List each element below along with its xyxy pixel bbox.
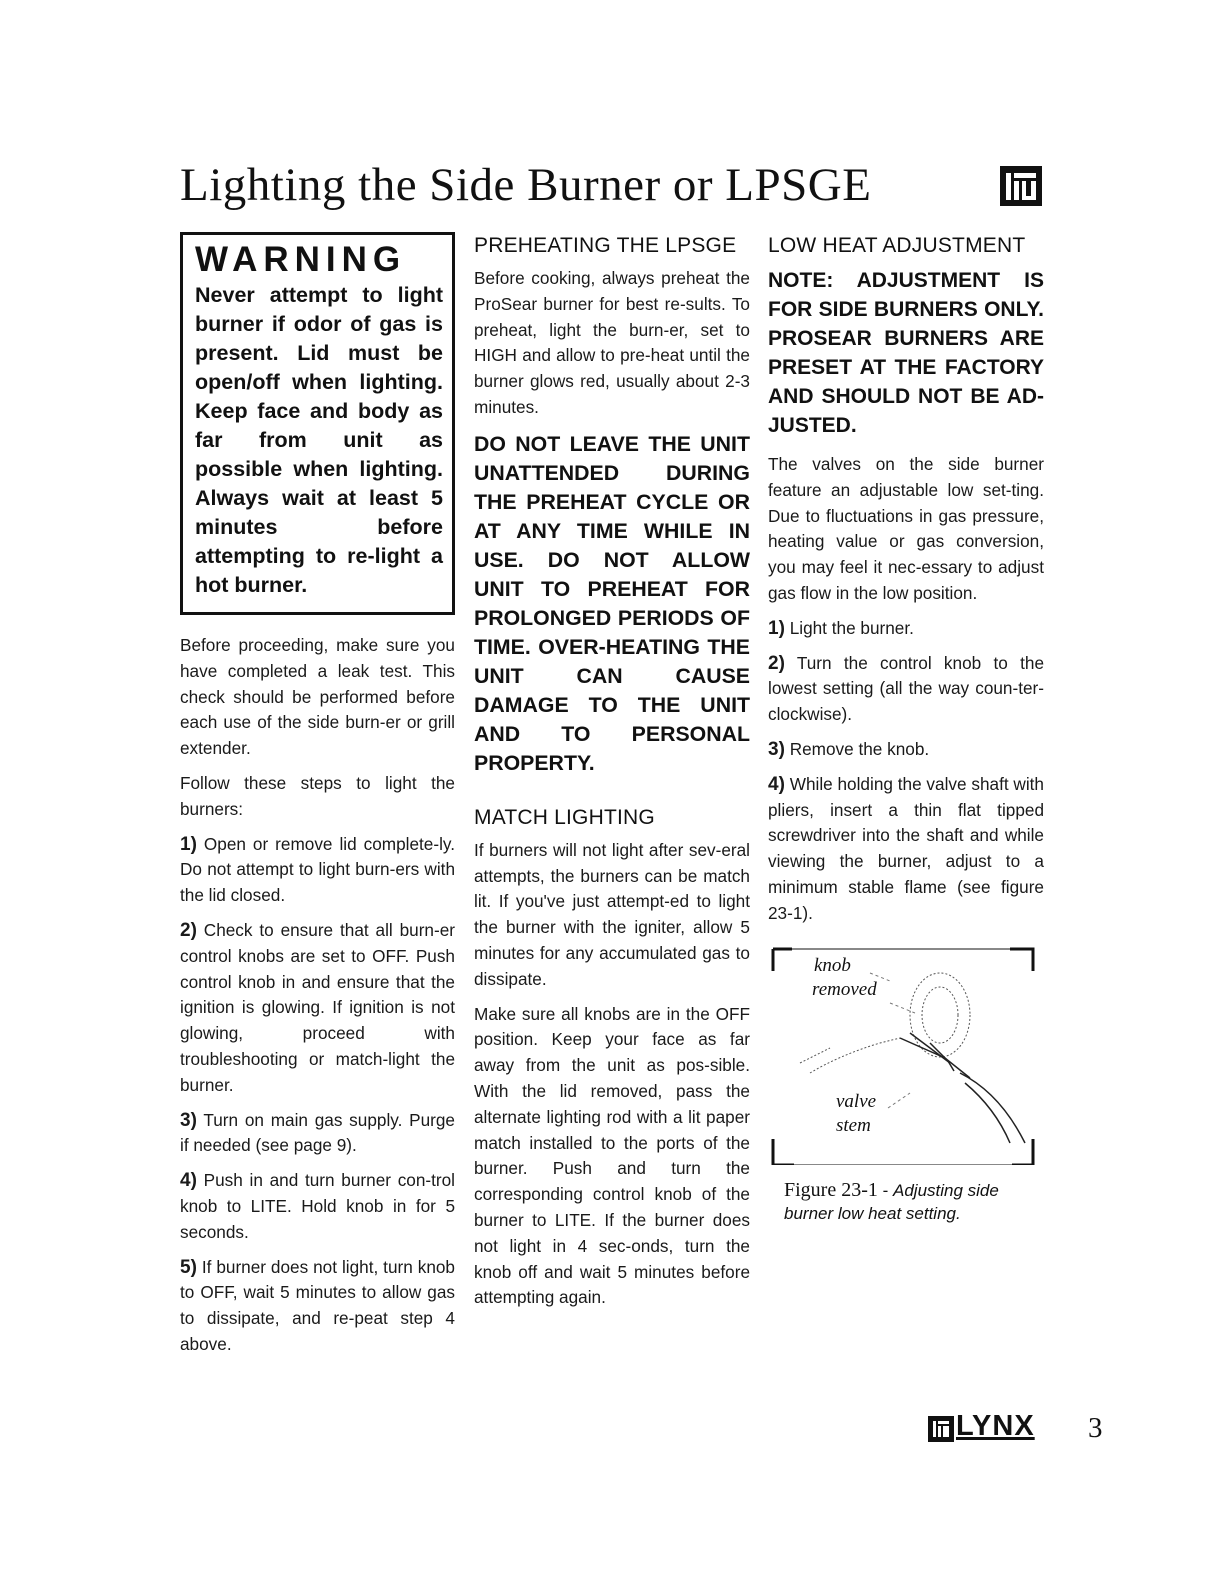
match-paragraph-2: Make sure all knobs are in the OFF position. Keep your face as far away from the unit as pos-sible. With the lid removed, pass the alternate lighting rod with a lit paper match installed to the ports of the burner. Push and turn the corresponding control knob of the burner to LITE. If the burner does not light in 4 sec-onds, turn the knob off and wait 5 minutes before attempting again. — [474, 1003, 750, 1308]
adjust-step — [768, 737, 1044, 763]
preheat-warning: DO NOT LEAVE THE UNIT UNATTENDED DURING THE PREHEAT CYCLE OR AT ANY TIME WHILE IN USE. DO NOT ALLOW UNIT TO PREHEAT FOR PROLONGED PERIODS OF TIME. OVER-HEATING THE UNIT CAN CAUSE DAMAGE TO THE UNIT AND TO PERSONAL PROPERTY. — [474, 431, 750, 775]
warning-title: WARNING — [195, 240, 407, 279]
lighting-step — [180, 1255, 455, 1358]
figure-caption — [784, 1179, 1044, 1225]
low-heat-heading: LOW HEAT ADJUSTMENT — [768, 234, 1026, 257]
step-number: 4) — [768, 773, 785, 795]
preheat-paragraph: Before cooking, always preheat the ProSear burner for best re-sults. To preheat, light the burn-er, set to HIGH and allow to pre-heat until the burner glows red, usually about 2-3 minutes. — [474, 268, 750, 417]
step-number: 3) — [768, 738, 785, 760]
intro-paragraph: Before proceeding, make sure you have completed a leak test. This check should be performed before each use of the side burn-er or grill extender. — [180, 635, 455, 759]
figure-separator: - — [877, 1180, 893, 1200]
warning-text: Never attempt to light burner if odor of gas is present. Lid must be open/off when lighting. Keep face and body as far from unit as possible when lighting. Always wait at least 5 minutes before attempting to re-light a hot burner. — [195, 283, 443, 597]
footer-brand: LYNX — [956, 1410, 1035, 1442]
match-paragraph-1: If burners will not light after sev-eral attempts, the burners can be match lit. If you've just attempt-ed to light the burner with the igniter, allow 5 minutes for any accumulated gas to dissipate. — [474, 839, 750, 989]
column-2 — [474, 232, 750, 1320]
column-1 — [180, 232, 455, 1367]
low-heat-intro: The valves on the side burner feature an adjustable low set-ting. Due to fluctuations in gas pressure, heating value or gas conversion, you may feel it nec-essary to adjust gas flow in the low position. — [768, 454, 1044, 603]
follow-paragraph: Follow these steps to light the burners: — [180, 772, 455, 819]
step-number: 1) — [180, 833, 197, 855]
lighting-step — [180, 918, 455, 1099]
footer-logo-icon — [928, 1416, 954, 1442]
figure-23-1 — [770, 943, 1036, 1165]
warning-box — [180, 232, 455, 615]
step-text: Light the burner. — [789, 617, 914, 638]
valve-adjustment-illustration — [770, 943, 1036, 1165]
preheat-heading: PREHEATING THE LPSGE — [474, 234, 737, 257]
label-removed: removed — [812, 978, 877, 1000]
column-3 — [768, 232, 1044, 1225]
step-text: Check to ensure that all burn-er control knobs are set to OFF. Push control knob in and ensure that the ignition is glowing. If ignition is not glowing, proceed with troubleshooting or match-light the burner. — [180, 919, 455, 1095]
step-text: Push in and turn burner con-trol knob to LITE. Hold knob in for 5 seconds. — [180, 1170, 456, 1242]
step-number: 4) — [180, 1170, 197, 1192]
page-title: Lighting the Side Burner or LPSGE — [180, 159, 872, 211]
step-number: 1) — [768, 617, 785, 639]
label-stem: stem — [836, 1114, 871, 1136]
step-text: If burner does not light, turn knob to OFF, wait 5 minutes to allow gas to dissipate, and re-peat step 4 above. — [180, 1256, 455, 1354]
step-text: While holding the valve shaft with pliers, insert a thin flat tipped screwdriver into the shaft and while viewing the burner, adjust to a minimum stable flame (see figure 23-1). — [768, 773, 1044, 923]
figure-caption-text: Adjusting side burner low heat setting. — [784, 1180, 999, 1223]
lynx-logo-icon — [1000, 166, 1042, 206]
match-lighting-heading: MATCH LIGHTING — [474, 805, 655, 829]
adjust-step — [768, 772, 1044, 927]
lighting-step — [180, 832, 455, 909]
step-text: Turn on main gas supply. Purge if needed (see page 9). — [180, 1109, 455, 1156]
step-number: 2) — [180, 919, 197, 941]
lighting-step — [180, 1108, 455, 1160]
label-valve: valve — [836, 1090, 877, 1112]
figure-label: Figure 23-1 — [784, 1178, 878, 1201]
adjustment-note: NOTE: ADJUSTMENT IS FOR SIDE BURNERS ONLY. PROSEAR BURNERS ARE PRESET AT THE FACTORY AND SHOULD NOT BE AD-JUSTED. — [768, 269, 1044, 437]
adjust-step — [768, 616, 1044, 642]
step-number: 2) — [768, 652, 785, 674]
step-text: Remove the knob. — [789, 738, 930, 759]
step-number: 5) — [180, 1256, 197, 1278]
lighting-step — [180, 1168, 455, 1245]
adjust-step — [768, 651, 1044, 728]
step-text: Open or remove lid complete-ly. Do not attempt to light burn-ers with the lid closed. — [180, 833, 456, 906]
step-text: Turn the control knob to the lowest setting (all the way coun-ter-clockwise). — [768, 652, 1044, 725]
step-number: 3) — [180, 1109, 197, 1131]
page-number: 3 — [1088, 1412, 1103, 1444]
label-knob: knob — [814, 954, 851, 976]
